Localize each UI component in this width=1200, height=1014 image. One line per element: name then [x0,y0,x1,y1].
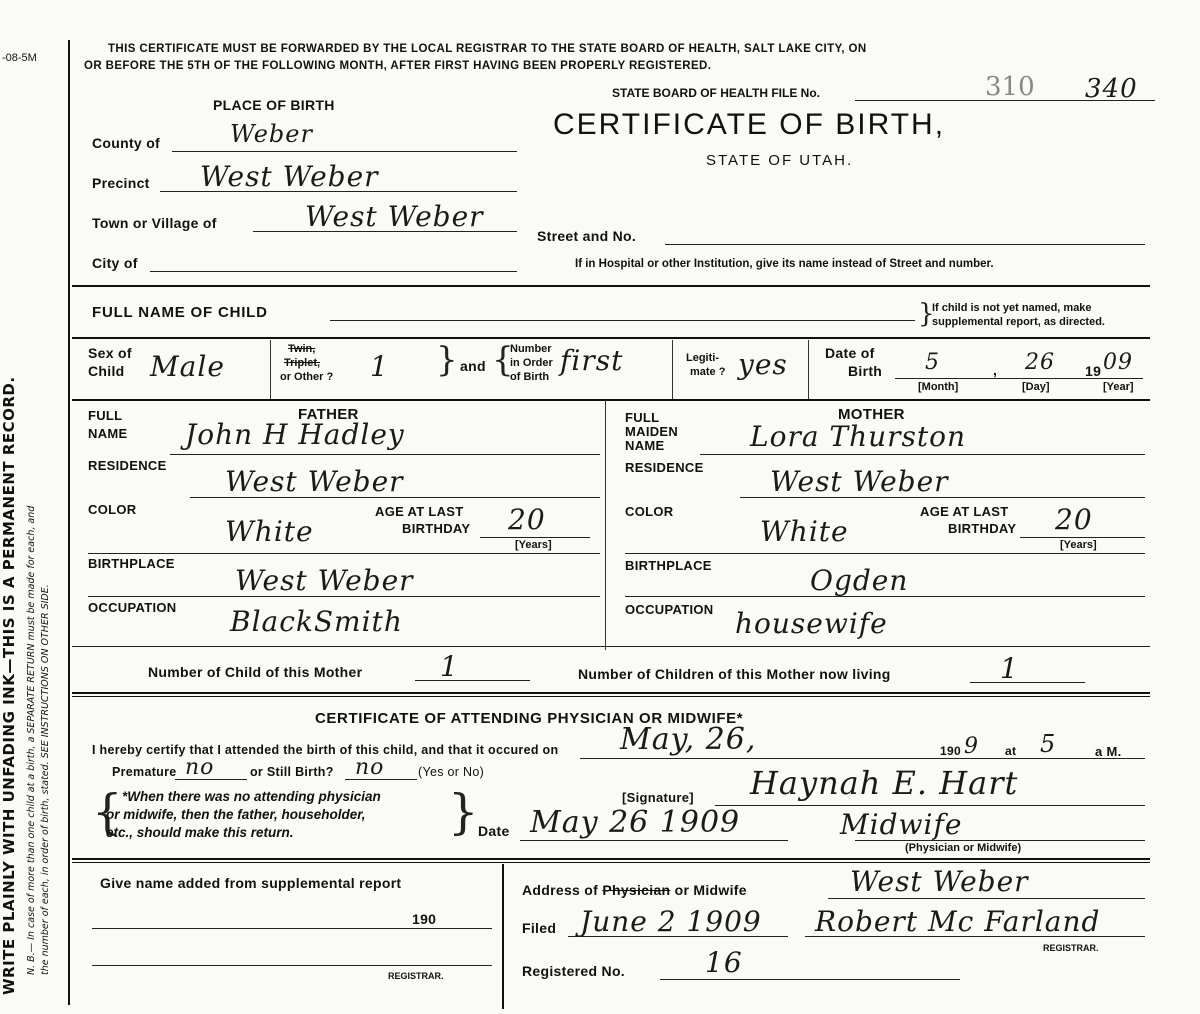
living-value: 1 [1000,652,1019,685]
father-years-label: [Years] [515,539,552,551]
certify-text: I hereby certify that I attended the birth of this child, and that it occured on [92,743,559,757]
father-residence-label: RESIDENCE [88,458,167,473]
brace-icon: } [448,784,479,840]
physician-note-2: or midwife, then the father, householder, [106,807,366,822]
mother-color-label: COLOR [625,504,674,519]
father-heading: FATHER [298,406,359,423]
precinct-label: Precinct [92,175,150,191]
filed-label: Filed [522,920,557,936]
supplemental-label: Give name added from supplemental report [100,875,402,891]
notice-line1: THIS CERTIFICATE MUST BE FORWARDED BY THE LOCAL REGISTRAR TO THE STATE BOARD OF HEALTH, SALT LAKE CITY, ON [108,43,867,55]
side-main-text: WRITE PLAINLY WITH UNFADING INK—THIS IS A PERMANENT RECORD. [0,376,18,995]
child-name-label: FULL NAME OF CHILD [92,304,268,321]
address-label-a: Address of [522,882,603,898]
filed-value: June 2 1909 [580,905,762,938]
city-label: City of [92,255,138,271]
mother-years-label: [Years] [1060,539,1097,551]
am-label: a M. [1095,744,1122,759]
dob-day: 26 [1025,350,1055,375]
legit-value: yes [738,348,788,381]
order-label-3: of Birth [510,371,550,383]
physician-note-1: *When there was no attending physician [122,789,381,804]
mother-full-label-3: NAME [625,438,665,453]
signature-label: [Signature] [622,790,694,805]
dob-label-1: Date of [825,345,875,361]
mother-heading: MOTHER [838,406,905,423]
unnamed-note-1: If child is not yet named, make [932,302,1092,314]
and-label: and [460,358,486,374]
month-label: [Month] [918,381,959,393]
order-label-1: Number [510,343,552,355]
premature-value: no [185,755,215,780]
certificate-title: CERTIFICATE OF BIRTH, [553,108,946,141]
date-label: Date [478,823,510,839]
birth-date-value: May, 26, [620,722,757,757]
left-border-line [68,40,70,1005]
birth-year-print: 190 [940,744,961,758]
address-label-c: or Midwife [670,882,747,898]
twin-label-1: Twin, [288,343,316,355]
father-residence: West Weber [225,465,404,498]
child-of-mother-value: 1 [440,650,459,683]
twin-label-2: Triplet, [284,357,321,369]
physician-title-value: Midwife [840,808,963,841]
mother-age: 20 [1055,503,1093,536]
father-color: White [225,515,314,548]
brace-icon: { [492,340,514,380]
father-age: 20 [508,503,546,536]
father-birthplace-label: BIRTHPLACE [88,556,175,571]
place-of-birth-heading: PLACE OF BIRTH [213,97,335,113]
dob-year-print: 19 [1085,363,1102,379]
mother-birthplace-label: BIRTHPLACE [625,558,712,573]
physician-note-3: etc., should make this return. [106,825,294,840]
legit-label-1: Legiti- [686,352,719,364]
at-label: at [1005,744,1017,758]
mother-full-label-1: FULL [625,410,660,425]
order-value: first [560,344,624,377]
legit-label-2: mate ? [690,366,726,378]
physician-title-label: (Physician or Midwife) [905,842,1022,854]
brace-icon: } [918,299,935,329]
father-age-label-1: AGE AT LAST [375,504,464,519]
still-birth-label: or Still Birth? [250,765,334,779]
file-no-printed: 310 [985,72,1035,102]
address-label [522,882,747,898]
signature-value: Haynah E. Hart [750,764,1019,802]
living-label: Number of Children of this Mother now living [578,666,891,682]
file-no-label: STATE BOARD OF HEALTH FILE No. [612,86,820,100]
certificate-subtitle: STATE OF UTAH. [706,152,854,169]
birth-year-value: 9 [964,734,979,759]
physician-heading: CERTIFICATE OF ATTENDING PHYSICIAN OR MIDWIFE* [315,710,744,727]
father-name: John H Hadley [185,418,405,451]
order-label-2: in Order [510,357,553,369]
premature-label: Premature [112,765,177,779]
mother-occupation-label: OCCUPATION [625,602,714,617]
town-value: West Weber [305,200,484,233]
father-full-label-1: FULL [88,408,123,423]
address-label-physician: Physician [602,882,671,898]
twin-value: 1 [370,350,389,383]
hospital-note: If in Hospital or other Institution, give its name instead of Street and number. [575,258,994,270]
side-note-line2: the number of each, in order of birth, stated. SEE INSTRUCTIONS ON OTHER SIDE. [40,584,51,975]
yes-no-label: (Yes or No) [418,765,485,779]
town-label: Town or Village of [92,215,217,231]
sex-value: Male [150,350,225,383]
time-value: 5 [1040,730,1057,758]
registrar-signature: Robert Mc Farland [815,905,1101,938]
mother-full-label-2: MAIDEN [625,424,679,439]
comma: , [993,362,998,378]
mother-residence-label: RESIDENCE [625,460,704,475]
reg-no-label: Registered No. [522,963,625,979]
dob-year: 09 [1103,350,1133,375]
street-label: Street and No. [537,228,637,244]
brace-icon: { [92,784,123,840]
mother-age-label-2: BIRTHDAY [948,521,1017,536]
still-birth-value: no [355,755,385,780]
dob-month: 5 [925,350,940,375]
county-label: County of [92,135,161,151]
supplemental-year: 190 [412,911,437,927]
father-occupation: BlackSmith [230,605,403,638]
mother-occupation: housewife [735,607,888,640]
mother-residence: West Weber [770,465,949,498]
file-no-handwritten: 340 [1085,74,1138,104]
mother-color: White [760,515,849,548]
day-label: [Day] [1022,381,1050,393]
mother-birthplace: Ogden [810,564,909,597]
father-age-label-2: BIRTHDAY [402,521,471,536]
unnamed-note-2: supplemental report, as directed. [932,316,1105,328]
brace-icon: } [436,340,458,380]
county-value: Weber [230,120,313,148]
date-value: May 26 1909 [530,805,741,840]
mother-name: Lora Thurston [750,420,967,453]
notice-line2: OR BEFORE THE 5TH OF THE FOLLOWING MONTH, AFTER FIRST HAVING BEEN PROPERLY REGISTERED. [84,60,712,72]
year-label: [Year] [1103,381,1134,393]
father-full-label-2: NAME [88,426,128,441]
form-code: -08-5M [2,52,37,64]
precinct-value: West Weber [200,160,379,193]
side-note-line1: N. B.— In case of more than one child at a birth, a SEPARATE RETURN must be made for each, and [26,505,37,975]
twin-label-3: or Other ? [280,371,334,383]
address-value: West Weber [850,865,1029,898]
registrar-label: REGISTRAR. [1043,943,1099,953]
father-occupation-label: OCCUPATION [88,600,177,615]
dob-label-2: Birth [848,363,883,379]
reg-no-value: 16 [705,946,743,979]
father-color-label: COLOR [88,502,137,517]
supplemental-registrar-label: REGISTRAR. [388,971,444,981]
mother-age-label-1: AGE AT LAST [920,504,1009,519]
sex-label-2: Child [88,363,125,379]
father-birthplace: West Weber [235,564,414,597]
child-of-mother-label: Number of Child of this Mother [148,664,363,680]
sex-label-1: Sex of [88,345,132,361]
